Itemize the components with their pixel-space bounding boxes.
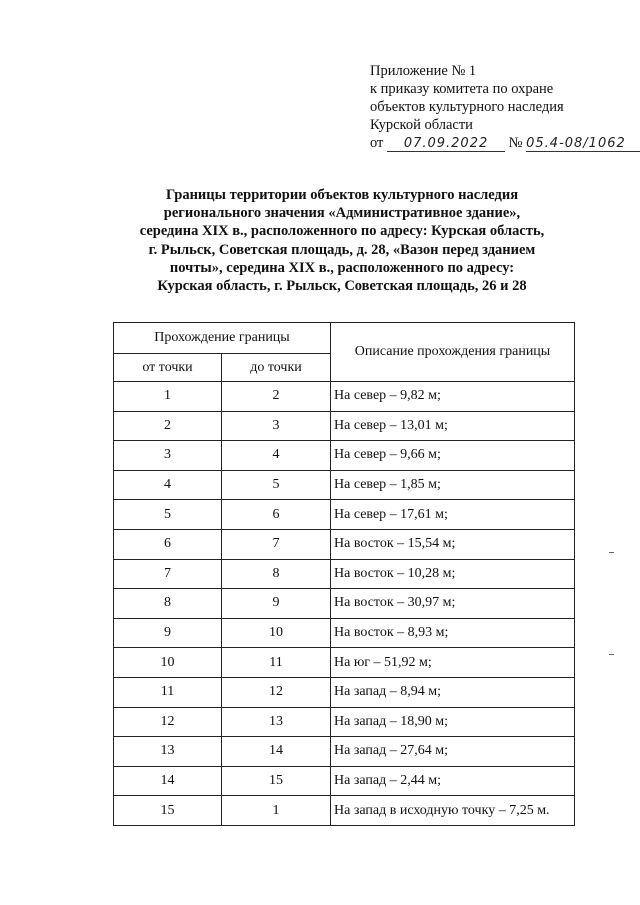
cell-to-point: 4: [222, 441, 331, 471]
cell-from-point: 2: [114, 411, 222, 441]
cell-to-point: 2: [222, 382, 331, 412]
cell-description: На запад – 2,44 м;: [331, 766, 575, 796]
table-row: [114, 589, 575, 619]
cell-from-point: 15: [114, 796, 222, 826]
margin-mark: [609, 552, 614, 553]
cell-description: На север – 9,82 м;: [331, 382, 575, 412]
cell-from-point: 4: [114, 470, 222, 500]
cell-to-point: 13: [222, 707, 331, 737]
title-line-5: почты», середина XIX в., расположенного по адресу:: [169, 259, 515, 276]
cell-to-point: 1: [222, 796, 331, 826]
cell-to-point: 11: [222, 648, 331, 678]
cell-description: На запад в исходную точку – 7,25 м.: [331, 796, 575, 826]
cell-to-point: 3: [222, 411, 331, 441]
cell-description: На запад – 18,90 м;: [331, 707, 575, 737]
cell-description: На восток – 30,97 м;: [331, 589, 575, 619]
table-body: [114, 382, 575, 826]
table-row: [114, 766, 575, 796]
document-title: [108, 186, 576, 295]
cell-description: На запад – 8,94 м;: [331, 677, 575, 707]
cell-from-point: 8: [114, 589, 222, 619]
cell-to-point: 5: [222, 470, 331, 500]
cell-from-point: 3: [114, 441, 222, 471]
header-from-point: от точки: [114, 354, 222, 382]
table-row: [114, 796, 575, 826]
cell-to-point: 15: [222, 766, 331, 796]
appendix-line-4: Курской области: [370, 117, 473, 133]
cell-description: На восток – 15,54 м;: [331, 529, 575, 559]
cell-description: На восток – 8,93 м;: [331, 618, 575, 648]
appendix-block: [370, 62, 632, 152]
order-number: 05.4-08/1062: [526, 136, 640, 152]
cell-description: На север – 13,01 м;: [331, 411, 575, 441]
cell-from-point: 7: [114, 559, 222, 589]
header-to-point: до точки: [222, 354, 331, 382]
cell-to-point: 12: [222, 677, 331, 707]
table-row: [114, 382, 575, 412]
appendix-line-3: объектов культурного наследия: [370, 99, 564, 115]
cell-to-point: 8: [222, 559, 331, 589]
table-row: [114, 500, 575, 530]
cell-description: На восток – 10,28 м;: [331, 559, 575, 589]
table-row: [114, 470, 575, 500]
table-row: [114, 677, 575, 707]
number-label: №: [508, 135, 523, 151]
table-row: [114, 441, 575, 471]
cell-from-point: 9: [114, 618, 222, 648]
cell-to-point: 7: [222, 529, 331, 559]
cell-from-point: 5: [114, 500, 222, 530]
appendix-date-line: [370, 134, 632, 152]
order-date: 07.09.2022: [387, 136, 505, 152]
cell-from-point: 1: [114, 382, 222, 412]
title-line-6: Курская область, г. Рыльск, Советская площадь, 26 и 28: [157, 278, 527, 295]
appendix-line-1: Приложение № 1: [370, 63, 477, 79]
table-row: [114, 737, 575, 767]
header-boundary-passage: Прохождение границы: [114, 323, 331, 354]
table-row: [114, 411, 575, 441]
cell-description: На север – 9,66 м;: [331, 441, 575, 471]
cell-from-point: 10: [114, 648, 222, 678]
cell-from-point: 14: [114, 766, 222, 796]
appendix-line-2: к приказу комитета по охране: [370, 81, 554, 97]
cell-to-point: 14: [222, 737, 331, 767]
title-line-3: середина XIX в., расположенного по адресу: Курская область,: [139, 223, 545, 240]
table-row: [114, 618, 575, 648]
cell-from-point: 12: [114, 707, 222, 737]
cell-to-point: 10: [222, 618, 331, 648]
title-line-2: регионального значения «Административное здание»,: [163, 205, 521, 222]
table-row: [114, 707, 575, 737]
title-line-1: Границы территории объектов культурного наследия: [165, 187, 519, 203]
cell-to-point: 6: [222, 500, 331, 530]
table-row: [114, 648, 575, 678]
cell-from-point: 11: [114, 677, 222, 707]
cell-description: На север – 1,85 м;: [331, 470, 575, 500]
cell-to-point: 9: [222, 589, 331, 619]
table-row: [114, 559, 575, 589]
table-row: [114, 529, 575, 559]
from-label: от: [370, 135, 384, 151]
cell-from-point: 6: [114, 529, 222, 559]
cell-description: На юг – 51,92 м;: [331, 648, 575, 678]
cell-description: На запад – 27,64 м;: [331, 737, 575, 767]
margin-mark: [609, 654, 614, 655]
cell-description: На север – 17,61 м;: [331, 500, 575, 530]
boundary-table: [113, 322, 575, 826]
header-description: Описание прохождения границы: [331, 323, 575, 382]
cell-from-point: 13: [114, 737, 222, 767]
title-line-4: г. Рыльск, Советская площадь, д. 28, «Вазон перед зданием: [148, 241, 536, 258]
